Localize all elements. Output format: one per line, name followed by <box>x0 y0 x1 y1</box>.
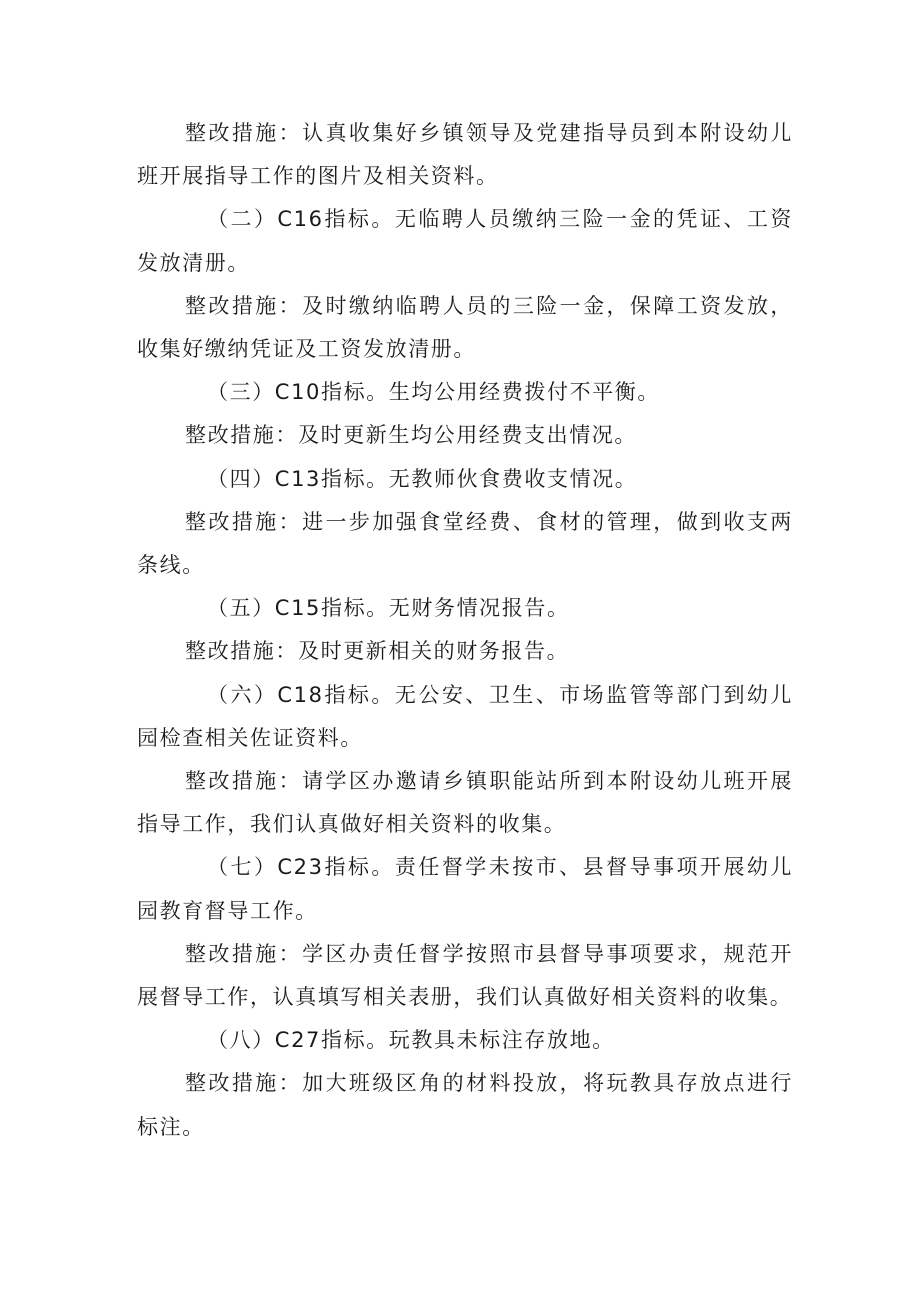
document-body <box>137 112 793 1149</box>
paragraph-item-7: （七）C23指标。责任督学未按市、县督导事项开展幼儿园教育督导工作。 <box>137 855 793 923</box>
paragraph-measure-4: 整改措施：进一步加强食堂经费、食材的管理，做到收支两条线。 <box>137 509 793 578</box>
paragraph-measure-3: 整改措施：及时更新生均公用经费支出情况。 <box>185 423 637 448</box>
paragraph-item-8: （八）C27指标。玩教具未标注存放地。 <box>207 1028 615 1053</box>
paragraph-measure-6: 整改措施：请学区办邀请乡镇职能站所到本附设幼儿班开展指导工作，我们认真做好相关资料的收集。 <box>137 769 793 837</box>
paragraph-item-2: （二）C16指标。无临聘人员缴纳三险一金的凭证、工资发放清册。 <box>137 207 793 275</box>
paragraph-measure-8: 整改措施：加大班级区角的材料投放，将玩教具存放点进行标注。 <box>137 1071 793 1139</box>
paragraph-item-4: （四）C13指标。无教师伙食费收支情况。 <box>207 466 638 491</box>
paragraph-item-3: （三）C10指标。生均公用经费拨付不平衡。 <box>207 380 660 405</box>
paragraph-item-6: （六）C18指标。无公安、卫生、市场监管等部门到幼儿园检查相关佐证资料。 <box>137 682 793 750</box>
paragraph-measure-2: 整改措施：及时缴纳临聘人员的三险一金，保障工资发放，收集好缴纳凭证及工资发放清册。 <box>137 293 793 362</box>
paragraph-measure-1: 整改措施：认真收集好乡镇领导及党建指导员到本附设幼儿班开展指导工作的图片及相关资料。 <box>137 121 793 189</box>
paragraph-measure-5: 整改措施：及时更新相关的财务报告。 <box>185 639 570 664</box>
paragraph-item-5: （五）C15指标。无财务情况报告。 <box>207 596 570 621</box>
paragraph-measure-7: 整改措施：学区办责任督学按照市县督导事项要求，规范开展督导工作，认真填写相关表册，我们认真做好相关资料的收集。 <box>137 941 793 1010</box>
